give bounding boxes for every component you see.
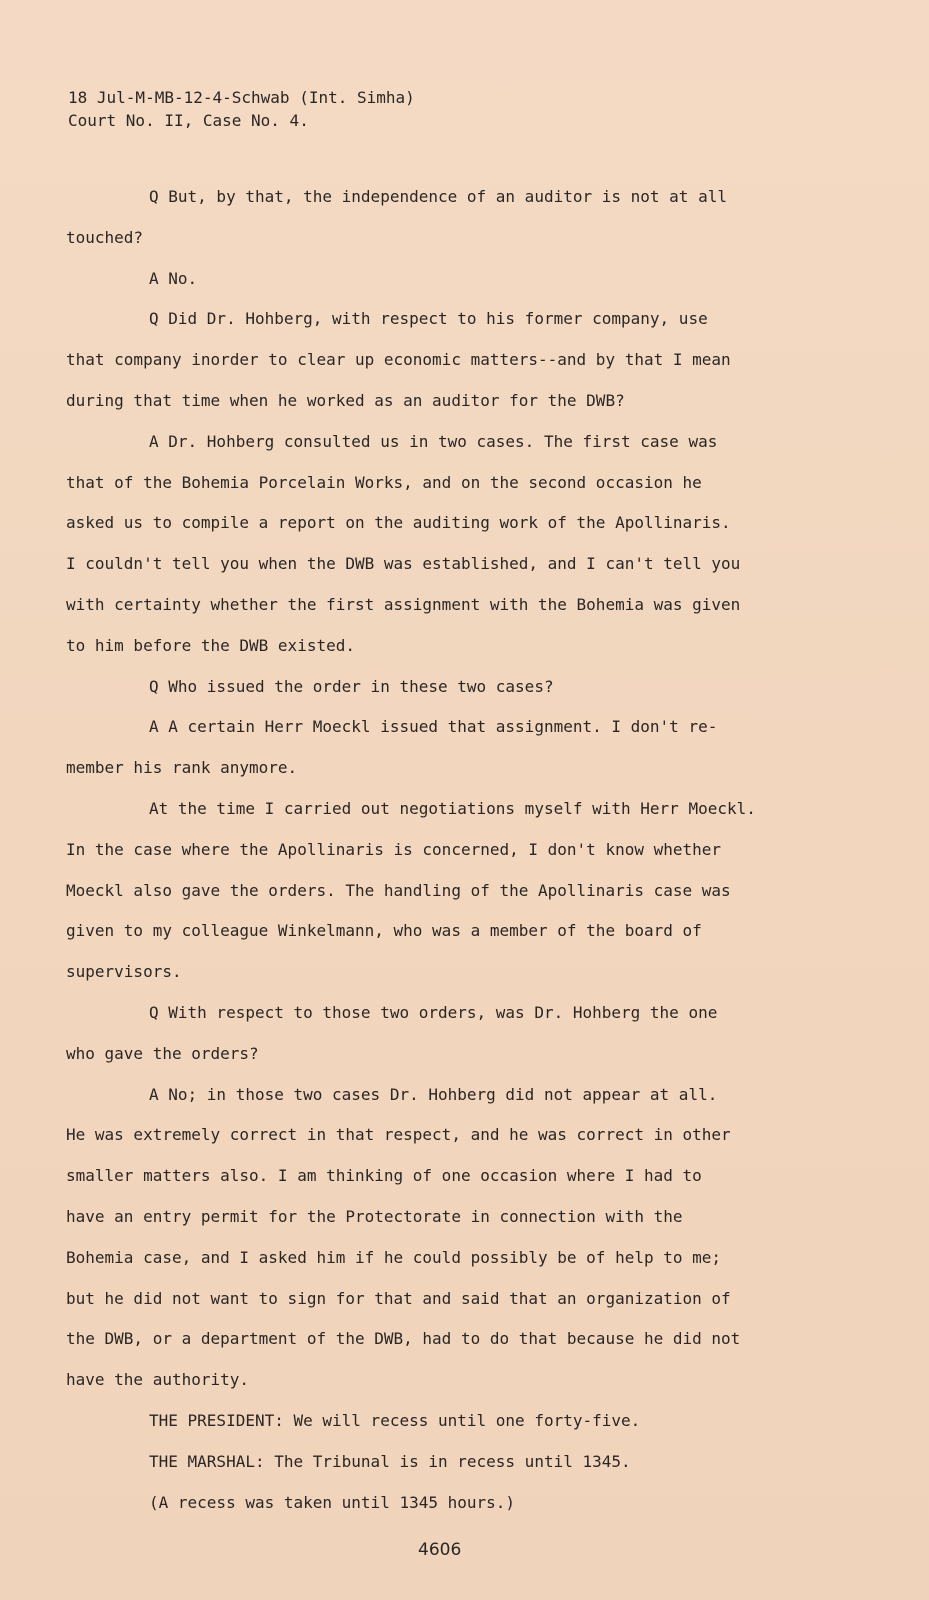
transcript-line: the DWB, or a department of the DWB, had to do that because he did not: [66, 1329, 741, 1349]
header-line-2: Court No. II, Case No. 4.: [68, 111, 309, 130]
transcript-line: have an entry permit for the Protectorate in connection with the: [66, 1206, 683, 1226]
transcript-line: Moeckl also gave the orders. The handling of the Apollinaris case was: [66, 880, 731, 900]
transcript-line: during that time when he worked as an auditor for the DWB?: [66, 390, 625, 410]
transcript-line: touched?: [66, 227, 144, 247]
transcript-line: I couldn't tell you when the DWB was established, and I can't tell you: [66, 554, 741, 574]
page-number: 4606: [418, 1540, 462, 1560]
transcript-line: smaller matters also. I am thinking of one occasion where I had to: [66, 1166, 702, 1186]
transcript-line: asked us to compile a report on the auditing work of the Apollinaris.: [66, 513, 731, 533]
transcript-line: that of the Bohemia Porcelain Works, and on the second occasion he: [66, 472, 702, 492]
transcript-line: A Dr. Hohberg consulted us in two cases. The first case was: [149, 431, 718, 451]
transcript-line: Q With respect to those two orders, was Dr. Hohberg the one: [149, 1002, 718, 1022]
transcript-line: A No; in those two cases Dr. Hohberg did not appear at all.: [149, 1084, 718, 1104]
transcript-line: that company inorder to clear up economic matters--and by that I mean: [66, 350, 731, 370]
transcript-line: THE PRESIDENT: We will recess until one forty-five.: [149, 1410, 641, 1430]
transcript-line: but he did not want to sign for that and said that an organization of: [66, 1288, 731, 1308]
document-header: [68, 86, 415, 132]
transcript-line: THE MARSHAL: The Tribunal is in recess until 1345.: [149, 1451, 631, 1471]
transcript-line: A No.: [149, 268, 198, 288]
transcript-line: At the time I carried out negotiations myself with Herr Moeckl.: [149, 798, 756, 818]
transcript-line: Q Who issued the order in these two cases?: [149, 676, 554, 696]
transcript-line: member his rank anymore.: [66, 758, 298, 778]
transcript-line: to him before the DWB existed.: [66, 635, 355, 655]
transcript-line: who gave the orders?: [66, 1043, 259, 1063]
transcript-line: given to my colleague Winkelmann, who was a member of the board of: [66, 921, 702, 941]
transcript-line: Q But, by that, the independence of an auditor is not at all: [149, 187, 727, 206]
transcript-line: with certainty whether the first assignment with the Bohemia was given: [66, 594, 741, 614]
transcript-line: Bohemia case, and I asked him if he could possibly be of help to me;: [66, 1247, 722, 1267]
header-line-1: 18 Jul-M-MB-12-4-Schwab (Int. Simha): [68, 88, 415, 107]
transcript-line: A A certain Herr Moeckl issued that assignment. I don't re-: [149, 717, 718, 737]
transcript-line: In the case where the Apollinaris is concerned, I don't know whether: [66, 839, 722, 859]
transcript-line: supervisors.: [66, 962, 182, 982]
transcript-line: (A recess was taken until 1345 hours.): [149, 1492, 516, 1512]
transcript-line: have the authority.: [66, 1370, 250, 1390]
transcript-line: Q Did Dr. Hohberg, with respect to his former company, use: [149, 309, 708, 329]
transcript-body: [66, 177, 866, 1523]
transcript-line: He was extremely correct in that respect, and he was correct in other: [66, 1125, 731, 1145]
